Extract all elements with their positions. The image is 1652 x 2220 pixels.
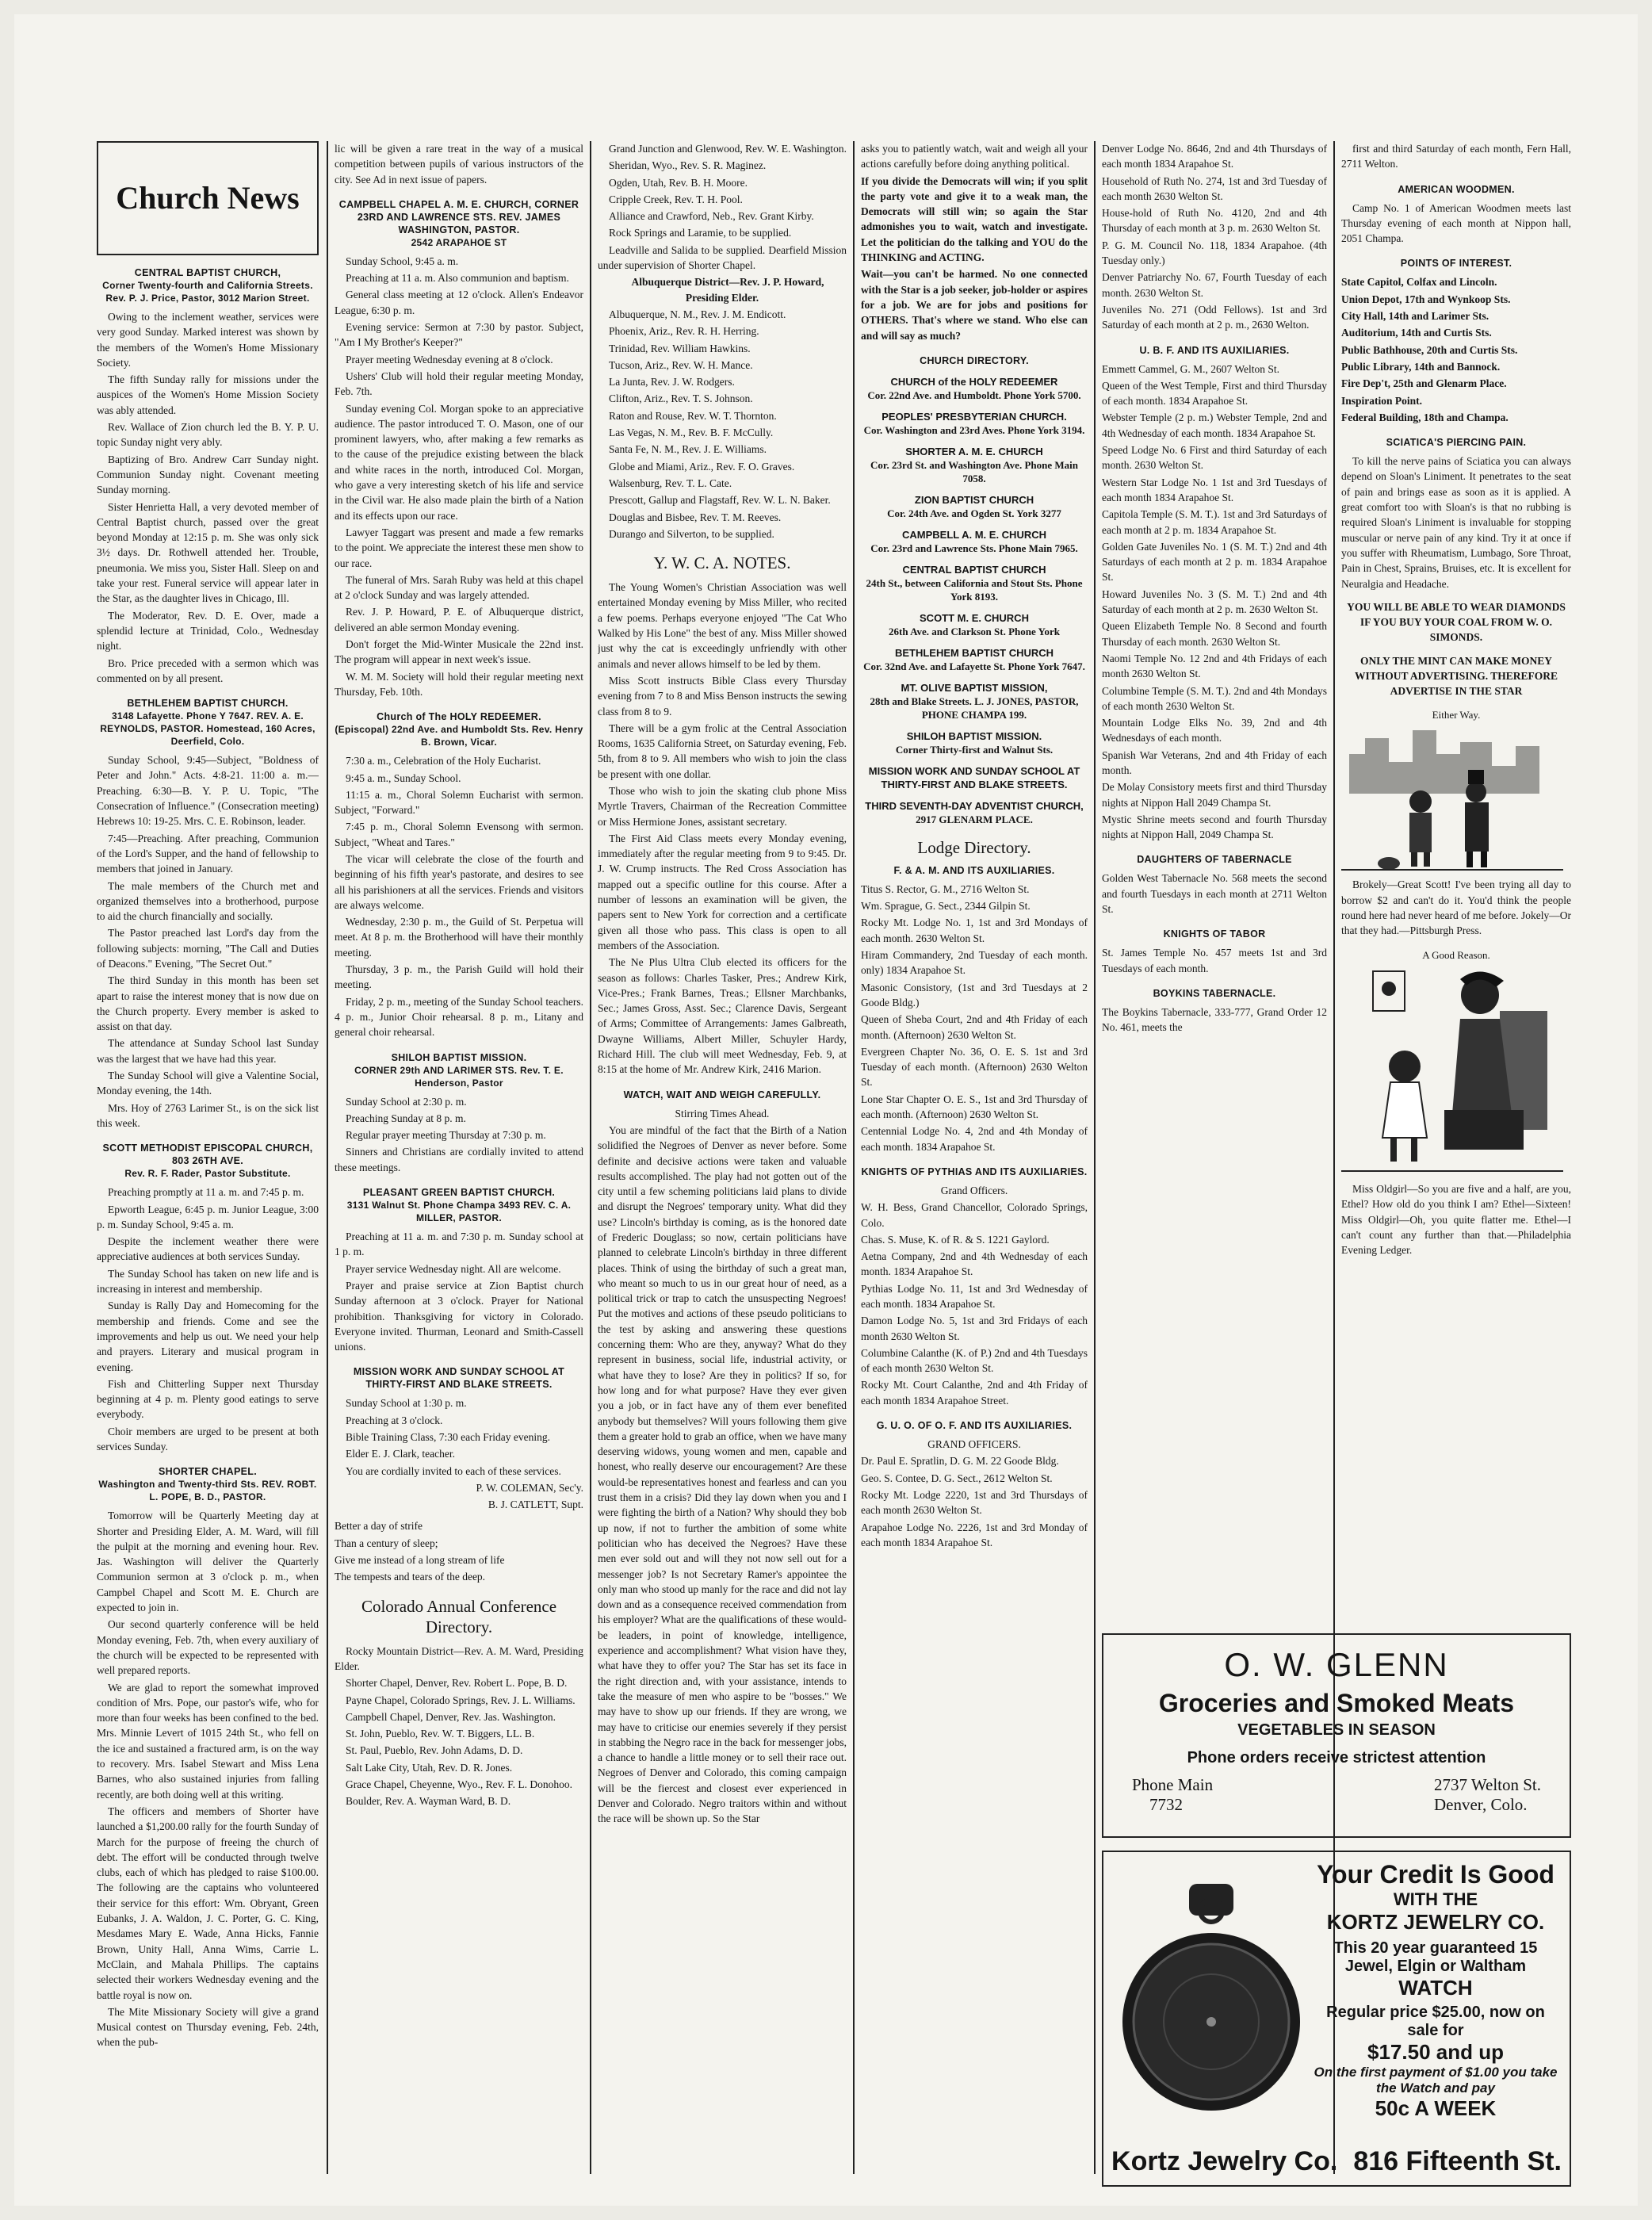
paragraph: Friday, 2 p. m., meeting of the Sunday School teachers. 4 p. m., Junior Choir rehearsal. 8 p. m., Litany and general choir rehearsal. — [335, 995, 583, 1039]
lodge-entry: Dr. Paul E. Spratlin, D. G. M. 22 Goode Bldg. — [861, 1455, 1059, 1468]
directory-address: 28th and Blake Streets. L. J. JONES, PASTOR, PHONE CHAMPA 199. — [870, 695, 1079, 721]
paragraph: The funeral of Mrs. Sarah Ruby was held at this chapel at 2 o'clock Sunday and was largely attended. — [335, 573, 583, 602]
ad-line: Your Credit Is Good — [1317, 1860, 1554, 1889]
heading: F. & A. M. AND ITS AUXILIARIES. — [893, 864, 1055, 876]
paragraph: The fifth Sunday rally for missions under the auspices of the Women's Home Mission Society was ably attended. — [97, 373, 319, 416]
paragraph: The officers and members of Shorter have launched a $1,200.00 rally for the fourth Sunday of March for the purpose of freeing the church of debt. The effort will be conducted through twelve clubs, each of which has pledged to raise $100.00. The following are the captains who volunteered their service for this effort: Wm. Obryant, Green Eubanks, J. A. Waldon, J. C. Porter, G. C. King, Mesdames Mary E. Wade, Anna Hicks, Fannie Brown, Unity Hall, Anna Wims, Carrie L. McClain, and Mahala Phillips. The captains selected their workers Wednesday evening and the battle royal is now on. — [97, 1805, 319, 2001]
paragraph: Clifton, Ariz., Rev. T. S. Johnson. — [609, 392, 753, 405]
lodge-entry: Columbine Calanthe (K. of P.) 2nd and 4th Tuesdays of each month 2630 Welton St. — [861, 1346, 1088, 1375]
lodge-entry: Geo. S. Contee, D. G. Sect., 2612 Welton St. — [861, 1472, 1053, 1484]
heading — [335, 1365, 583, 1391]
heading-text: Church of The HOLY REDEEMER. — [377, 711, 541, 723]
paragraph: Preaching promptly at 11 a. m. and 7:45 p. m. — [108, 1186, 304, 1199]
ad-line: WATCH — [1398, 1976, 1473, 2000]
paragraph: Sheridan, Wyo., Rev. S. R. Maginez. — [609, 159, 767, 172]
directory-name: BETHLEHEM BAPTIST CHURCH — [894, 646, 1054, 659]
heading: AMERICAN WOODMEN. — [1398, 183, 1515, 195]
paragraph: The Sunday School has taken on new life and is increasing in interest and membership. — [97, 1267, 319, 1296]
directory-address: Cor. 24th Ave. and Ogden St. York 3277 — [887, 507, 1061, 519]
lodge-entry: Denver Lodge No. 8646, 2nd and 4th Thursdays of each month 1834 Arapahoe St. — [1102, 143, 1327, 170]
lodge-entry: Queen Elizabeth Temple No. 8 Second and fourth Thursday of each month. 2630 Welton St. — [1102, 620, 1327, 648]
paragraph: Owing to the inclement weather, services were very good Sunday. Marked interest was shown by the members of the Women's Home Missionary Society. — [97, 311, 319, 369]
lodge-entry: De Molay Consistory meets first and third Thursday nights at Nippon Hall 2049 Champa St. — [1102, 781, 1327, 809]
lodge-entry: Rocky Mt. Lodge 2220, 1st and 3rd Thursdays of each month 2630 Welton St. — [861, 1488, 1088, 1517]
points-of-interest-list — [1341, 274, 1571, 425]
lodge-entry: Mystic Shrine meets second and fourth Thursday nights at Nippon Hall, 2049 Champa St. — [1102, 813, 1327, 841]
directory-address: 26th Ave. and Clarkson St. Phone York — [889, 625, 1060, 637]
lodge-entry: Rocky Mt. Court Calanthe, 2nd and 4th Friday of each month 1834 Arapahoe Street. — [861, 1379, 1088, 1407]
directory-address: Cor. 32nd Ave. and Lafayette St. Phone York 7647. — [863, 660, 1085, 672]
directory-address: 2917 GLENARM PLACE. — [916, 813, 1033, 825]
paragraph: Those who wish to join the skating club phone Miss Myrtle Travers, Chairman of the Recreation Committee or Miss Hermione Jones, assistant secretary. — [598, 784, 847, 828]
heading — [335, 1051, 583, 1089]
heading: DAUGHTERS OF TABERNACLE — [1137, 854, 1292, 866]
lodge-entry: Wm. Sprague, G. Sect., 2344 Gilpin St. — [861, 900, 1031, 913]
phone-number: 7732 — [1149, 1795, 1183, 1814]
paragraph: Despite the inclement weather there were appreciative audiences at both services Sunday. — [97, 1235, 319, 1263]
poem-line: Give me instead of a long stream of life — [335, 1554, 505, 1567]
lodge-entry: Damon Lodge No. 5, 1st and 3rd Fridays of each month 2630 Welton St. — [861, 1315, 1088, 1342]
coal-notice: YOU WILL BE ABLE TO WEAR DIAMONDS IF YOU BUY YOUR COAL FROM W. O. SIMONDS. — [1347, 600, 1566, 644]
paragraph: Preaching Sunday at 8 p. m. — [346, 1112, 466, 1124]
section-title-box — [97, 141, 319, 255]
address-line: 2737 Welton St. — [1433, 1775, 1541, 1794]
lodge-entry: Emmett Cammel, G. M., 2607 Welton St. — [1102, 362, 1280, 375]
paragraph: Grand Junction and Glenwood, Rev. W. E. Washington. — [609, 143, 847, 155]
heading: KNIGHTS OF PYTHIAS AND ITS AUXILIARIES. — [861, 1166, 1088, 1177]
directory-name: THIRD SEVENTH-DAY ADVENTIST CHURCH, — [865, 799, 1084, 812]
lodge-entry: Queen of the West Temple, First and third Thursday of each month. 1834 Arapahoe St. — [1102, 379, 1327, 408]
paragraph: 7:45—Preaching. After preaching, Communion of the Lord's Supper, and the hand of fellowship to members that joined in January. — [97, 832, 319, 875]
subheading: Rev. R. F. Rader, Pastor Substitute. — [124, 1168, 291, 1180]
directory-name: CAMPBELL A. M. E. CHURCH — [902, 528, 1046, 541]
paragraph: La Junta, Rev. J. W. Rodgers. — [609, 376, 735, 388]
lodge-entry: Capitola Temple (S. M. T.). 1st and 3rd Saturdays of each month at 2 p. m. 1834 Arapahoe St. — [1102, 508, 1327, 536]
heading: G. U. O. OF O. F. AND ITS AUXILIARIES. — [876, 1420, 1073, 1432]
subheading: (Episcopal) 22nd Ave. and Humboldt Sts. Rev. Henry B. Brown, Vicar. — [335, 724, 583, 748]
directory-address: Cor. 22nd Ave. and Humboldt. Phone York 5700. — [867, 388, 1081, 401]
paragraph: 11:15 a. m., Choral Solemn Eucharist with sermon. Subject, "Forward." — [335, 788, 583, 817]
paragraph: Alliance and Crawford, Neb., Rev. Grant Kirby. — [609, 210, 814, 223]
heading-text: SCOTT METHODIST EPISCOPAL CHURCH, 803 26TH AVE. — [102, 1143, 313, 1167]
poem-line: Better a day of strife — [335, 1520, 423, 1533]
lodge-entry: Juveniles No. 271 (Odd Fellows). 1st and 3rd Saturday of each month at 2 p. m., 2630 Welton. — [1102, 303, 1327, 331]
ywca-heading: Y. W. C. A. NOTES. — [653, 553, 791, 573]
cartoon-either-way-illustration — [1341, 722, 1563, 873]
lodge-entry: Western Star Lodge No. 1 1st and 3rd Tuesdays of each month 1834 Arapahoe St. — [1102, 476, 1327, 503]
ad-name: O. W. GLENN — [1224, 1646, 1449, 1683]
paragraph: Miss Scott instructs Bible Class every Thursday evening from 7 to 8 and Miss Benson instructs the sewing class from 8 to 9. — [598, 674, 847, 718]
list-item: State Capitol, Colfax and Lincoln. — [1341, 276, 1497, 289]
lodge-directory-heading: Lodge Directory. — [917, 837, 1031, 857]
ad-company-name: Kortz Jewelry Co. — [1111, 2146, 1338, 2176]
paragraph: Phoenix, Ariz., Rev. R. H. Herring. — [609, 325, 759, 338]
lodge-entry: W. H. Bess, Grand Chancellor, Colorado Springs, Colo. — [861, 1201, 1088, 1229]
cartoon-good-reason-illustration — [1341, 963, 1563, 1177]
paragraph: We are glad to report the somewhat improved condition of Mrs. Pope, our pastor's wife, who for more than four weeks has been confined to the bed. Mrs. Minnie Levert of 1015 24th St., who fell on the ice and sustained a fractured arm, is on the way to recovery. Mrs. Isabel Stewart and Miss Lena Barnes, who also sustained injuries from falling recently, are both doing well at this writing. — [97, 1681, 319, 1801]
paragraph: The third Sunday in this month has been set apart to raise the interest money that is now due on the Church property. Every member is asked to assist on that day. — [97, 974, 319, 1033]
conference-heading: Colorado Annual Conference Directory. — [361, 1596, 557, 1636]
lodge-entry: Household of Ruth No. 274, 1st and 3rd Tuesday of each month 2630 Welton St. — [1102, 174, 1327, 202]
heading — [598, 1089, 847, 1101]
paragraph: Sunday School at 1:30 p. m. — [346, 1397, 467, 1410]
heading: U. B. F. AND ITS AUXILIARIES. — [1139, 344, 1290, 356]
paragraph: Raton and Rouse, Rev. W. T. Thornton. — [609, 409, 777, 422]
heading — [97, 266, 319, 304]
ad-line: KORTZ JEWELRY CO. — [1326, 1910, 1545, 1934]
paragraph: If you divide the Democrats will win; if you split the party vote and give it to a weak man, the Democrats will still win; so again the Star admonishes you to wait, watch and investigate. Let the politician do the talking and YOU do the THINKING and ACTING. — [861, 174, 1088, 264]
ad-line: On the first payment of $1.00 you take the Watch and pay — [1314, 2065, 1558, 2096]
kortz-jewelry-ad — [1102, 1851, 1571, 2187]
paragraph: St. Paul, Pueblo, Rev. John Adams, D. D. — [346, 1744, 523, 1757]
paragraph: Fish and Chitterling Supper next Thursday beginning at 4 p. m. Plenty good eatings to serve everybody. — [97, 1377, 319, 1421]
paragraph: Douglas and Bisbee, Rev. T. M. Reeves. — [609, 511, 782, 523]
column-rule — [590, 141, 591, 2174]
subheading: 2542 ARAPAHOE ST — [411, 236, 507, 248]
paragraph: Wednesday, 2:30 p. m., the Guild of St. Perpetua will meet. At 8 p. m. the Brotherhood will have their monthly meeting. — [335, 916, 583, 959]
paragraph: To kill the nerve pains of Sciatica you can always depend on Sloan's Liniment. It penetrates to the seat of pain and brings ease as soon as it is applied. A great comfort too with Sloan's is that no rubbing is required Sloan's Liniment is invaluable for stopping muscular or nerve pain of any kind. Try it at once if you suffer with Rheumatism, Lumbago, Sore Throat, Pain in Chest, Sprains, Bruises, etc. It is excellent for Neuralgia and Headache. — [1341, 455, 1571, 590]
column-rule — [853, 141, 855, 2174]
paragraph: 9:45 a. m., Sunday School. — [346, 771, 461, 784]
address-line: Denver, Colo. — [1433, 1795, 1528, 1814]
section-title: Church News — [116, 180, 300, 216]
heading-text: MISSION WORK AND SUNDAY SCHOOL AT THIRTY-FIRST AND BLAKE STREETS. — [353, 1366, 565, 1391]
paragraph: The Mite Missionary Society will give a grand Musical contest on Thursday evening, Feb. 24th, when the pub- — [97, 2005, 319, 2049]
lodge-entry: Queen of Sheba Court, 2nd and 4th Friday of each month. (Afternoon) 2630 Welton St. — [861, 1013, 1088, 1041]
lodge-entry: Aetna Company, 2nd and 4th Wednesday of each month. 1834 Arapahoe St. — [861, 1250, 1088, 1278]
paragraph: Ushers' Club will hold their regular meeting Monday, Feb. 7th. — [335, 369, 583, 398]
paragraph: Sinners and Christians are cordially invited to attend these meetings. — [335, 1146, 583, 1173]
paragraph: Walsenburg, Rev. T. L. Cate. — [609, 477, 732, 489]
lodge-entry: The Boykins Tabernacle, 333-777, Grand Order 12 No. 461, meets the — [1102, 1005, 1327, 1034]
paragraph: You are mindful of the fact that the Birth of a Nation solidified the Negroes of Denver as never before. Some definite and decisive actions were taken and valuable results accomplished. The play had not gotten out of the city until a few scheming politicians laid plans to divide and disrupt the Negroes' temporary unity. What did they use? Lincoln's birthday is coming, as is the honored date of Frederic Douglass; so now, certain politicians have planned to celebrate Lincoln's birthday in three different places. Think of using the birthday of such a great man, who meant so much to us in our great hour of need, as a political trick or trap to catch the unsuspecting Negroes! Put the motives and actions of these pseudo politicians to the test by asking and answering these questions concerning them: Who are they, anyway? What do they represent in business, social life, industrial activity, or what have they to lose? Are they in politics? If so, for how long and for what purpose? Have they ever given you a job, or in fact have any of them ever benefited anybody but themselves? Will yours following them give them a greater hold to grab an office, when we have many deserving widows, young women and men, capable and honest, who really deserve our encouragement? Are these would-be representatives honest and fearless and can you trust them in a crisis? Did they lay down when you and I were fighting the birth of a Nation? Why should they bob up now, if not to further the ambition of some white politician who has deceived the Negroes? Have these men ever sold out and will they not now sell out for a messenger job? Is not Secretary Ramer's appointee the only man who stood up manly for the race and did not lay down and as a consequence received commendation from his employer? What are the qualifications of these would-be leaders, in point of knowledge, intelligence, experience and accomplishment? What vision have they, what have they to offer you? The Star has set its face in the right direction and, with your assistance, intends to take the measure of men who aspire to be "bosses." We may have to show up our friends. If they are wrong, we may have to criticise our enemies severely if they persist in stabbing the Negro race in the back for messenger jobs, a chance to handle a little money or to sell their race out. Negroes of Denver and Colorado, this coming campaign will be the fiercest and closest ever experienced in Denver and Colorado. Negro traitors within and without the race will be shown up. So the Star — [598, 1123, 847, 1825]
paragraph: You are cordially invited to each of these services. — [346, 1464, 561, 1477]
subheading: Grand Officers. — [940, 1184, 1008, 1196]
cartoon-title: A Good Reason. — [1422, 949, 1490, 962]
ad-line: Phone orders receive strictest attention — [1187, 1749, 1486, 1766]
lodge-entry: Arapahoe Lodge No. 2226, 1st and 3rd Monday of each month 1834 Arapahoe St. — [861, 1521, 1088, 1548]
heading — [97, 1142, 319, 1180]
heading-text: PLEASANT GREEN BAPTIST CHURCH. — [362, 1187, 556, 1199]
list-item: Union Depot, 17th and Wynkoop Sts. — [1341, 293, 1511, 305]
paragraph: The attendance at Sunday School last Sunday was the largest that we have had this year. — [97, 1037, 319, 1065]
directory-name: CHURCH of the HOLY REDEEMER — [890, 375, 1058, 388]
heading — [335, 198, 583, 249]
paragraph: Evening service: Sermon at 7:30 by pastor. Subject, "Am I My Brother's Keeper?" — [335, 321, 583, 349]
paragraph: Grace Chapel, Cheyenne, Wyo., Rev. F. L. Donohoo. — [346, 1778, 573, 1791]
heading — [97, 697, 319, 748]
subheading: GRAND OFFICERS. — [927, 1438, 1021, 1451]
lodge-entry: Speed Lodge No. 6 First and third Saturday of each month. 2630 Welton St. — [1102, 444, 1327, 472]
subheading: CORNER 29th AND LARIMER STS. Rev. T. E. Henderson, Pastor — [354, 1064, 564, 1089]
paragraph: Ogden, Utah, Rev. B. H. Moore. — [609, 176, 748, 189]
paragraph: Las Vegas, N. M., Rev. B. F. McCully. — [609, 427, 774, 439]
paragraph: The male members of the Church met and organized themselves into a brotherhood, purpose to aid the church financially and socially. — [97, 879, 319, 923]
directory-name: CENTRAL BAPTIST CHURCH — [902, 563, 1046, 576]
paragraph: Bible Training Class, 7:30 each Friday evening. — [346, 1431, 550, 1443]
directory-address: 24th St., between California and Stout Sts. Phone York 8193. — [866, 576, 1083, 603]
paragraph: Tucson, Ariz., Rev. W. H. Mance. — [609, 358, 753, 371]
lodge-entry: House-hold of Ruth No. 4120, 2nd and 4th Thursday of each month at 3 p. m. 2630 Welton St. — [1102, 207, 1327, 235]
directory-address: Corner Thirty-first and Walnut Sts. — [895, 743, 1054, 756]
lodge-entry: Spanish War Veterans, 2nd and 4th Friday of each month. — [1102, 748, 1327, 776]
ad-line: VEGETABLES IN SEASON — [1237, 1721, 1436, 1739]
paragraph: Globe and Miami, Ariz., Rev. F. O. Graves. — [609, 460, 795, 473]
paragraph: Rev. Wallace of Zion church led the B. Y. P. U. topic Sunday night very ably. — [97, 421, 319, 449]
heading — [335, 1186, 583, 1224]
list-item: Federal Building, 18th and Champa. — [1341, 411, 1509, 423]
pocket-watch-icon — [1116, 1879, 1306, 2133]
subheading: Corner Twenty-fourth and California Streets. Rev. P. J. Price, Pastor, 3012 Marion Street. — [102, 280, 313, 304]
paragraph: Salt Lake City, Utah, Rev. D. R. Jones. — [346, 1761, 513, 1774]
list-item: City Hall, 14th and Larimer Sts. — [1341, 310, 1489, 323]
column-1 — [97, 141, 319, 2174]
paragraph: The Sunday School will give a Valentine Social, Monday evening, the 14th. — [97, 1070, 319, 1097]
directory-name: MISSION WORK AND SUNDAY SCHOOL AT THIRTY-FIRST AND BLAKE STREETS. — [868, 764, 1080, 790]
heading — [97, 1465, 319, 1503]
paragraph: Sister Henrietta Hall, a very devoted member of Central Baptist church, passed over the great beyond Monday at 12:15 p. m. She was only sick 3½ days. Dr. Rothwell attended her. Trouble, pneumonia. We miss you, Sister Hall. Sleep on and take your rest. Funeral service will appear later in the Star, as the daughter lives in Chicago, Ill. — [97, 500, 319, 605]
paragraph: 7:45 p. m., Choral Solemn Evensong with sermon. Subject, "Wheat and Tares." — [335, 821, 583, 848]
paragraph: Campbell Chapel, Denver, Rev. Jas. Washington. — [346, 1710, 556, 1723]
heading-text: SHILOH BAPTIST MISSION. — [391, 1051, 527, 1063]
paragraph: Trinidad, Rev. William Hawkins. — [609, 342, 751, 354]
list-item: Auditorium, 14th and Curtis Sts. — [1341, 327, 1492, 339]
paragraph: Leadville and Salida to be supplied. Dearfield Mission under supervision of Shorter Chapel. — [598, 243, 847, 272]
paragraph: The Moderator, Rev. D. E. Over, made a splendid lecture at Trinidad, Colo., Wednesday night. — [97, 609, 319, 653]
paragraph: Elder E. J. Clark, teacher. — [346, 1448, 455, 1460]
paragraph: lic will be given a rare treat in the way of a musical competition between pupils of various instructors of the city. See Ad in next issue of papers. — [335, 143, 583, 186]
paragraph: Sunday evening Col. Morgan spoke to an appreciative audience. The pastor introduced T. O. Mason, one of our prominent lawyers, who, after making a few remarks as to the cause of the prejudice existing between the black and white races in the north, introduced Col. Morgan, who gave a very interesting sketch of his life and service in the Civil war. He also made plain the birth of a Nation and its effects upon our race. — [335, 402, 583, 522]
paragraph: General class meeting at 12 o'clock. Allen's Endeavor League, 6:30 p. m. — [335, 289, 583, 316]
column-rule — [1094, 141, 1096, 2174]
lodge-entry: P. G. M. Council No. 118, 1834 Arapahoe. (4th Tuesday only.) — [1102, 239, 1327, 267]
heading-text: BETHLEHEM BAPTIST CHURCH. — [127, 698, 289, 710]
heading: KNIGHTS OF TABOR — [1163, 928, 1266, 940]
lodge-entry: Evergreen Chapter No. 36, O. E. S. 1st and 3rd Tuesday of each month. (Afternoon) 2630 Welton St. — [861, 1045, 1088, 1089]
ad-address: 816 Fifteenth St. — [1353, 2146, 1562, 2176]
lodge-entry: Howard Juveniles No. 3 (S. M. T.) 2nd and 4th Saturday of each month at 2 p. m. 2630 Welton St. — [1102, 588, 1327, 616]
list-item: Public Bathhouse, 20th and Curtis Sts. — [1341, 343, 1518, 356]
lodge-entry: Golden Gate Juveniles No. 1 (S. M. T.) 2nd and 4th Saturdays of each month at 2 p. m. 1834 Arapahoe St. — [1102, 540, 1327, 584]
heading: BOYKINS TABERNACLE. — [1153, 987, 1276, 999]
column-3 — [598, 141, 847, 2174]
lodge-entry: Columbine Temple (S. M. T.). 2nd and 4th Mondays of each month 2630 Welton St. — [1102, 684, 1327, 712]
paragraph: Lawyer Taggart was present and made a few remarks to the point. We appreciate the interest these men show to our race. — [335, 526, 583, 569]
poem-line: Than a century of sleep; — [335, 1537, 438, 1549]
ad-price: $17.50 and up — [1367, 2040, 1504, 2064]
ad-line: WITH THE — [1393, 1889, 1478, 1909]
column-5 — [1102, 141, 1327, 1619]
paragraph: St. John, Pueblo, Rev. W. T. Biggers, LL. B. — [346, 1728, 535, 1740]
paragraph: Thursday, 3 p. m., the Parish Guild will hold their meeting. — [335, 963, 583, 991]
lodge-entry: Chas. S. Muse, K. of R. & S. 1221 Gaylord. — [861, 1233, 1050, 1246]
paragraph: Wait—you can't be harmed. No one connected with the Star is a job seeker, job-holder or aspires for a job. We are for jobs and positions for OTHERS. That's where we stand. Who else can and will say as much? — [861, 268, 1088, 342]
paragraph: Cripple Creek, Rev. T. H. Pool. — [609, 193, 743, 205]
lodge-entry: Golden West Tabernacle No. 568 meets the second and fourth Tuesdays in each month at 2711 Welton St. — [1102, 872, 1327, 916]
paragraph: 7:30 a. m., Celebration of the Holy Eucharist. — [346, 755, 541, 767]
column-4 — [861, 141, 1088, 2174]
paragraph: first and third Saturday of each month, Fern Hall, 2711 Welton. — [1341, 143, 1571, 170]
directory-name: SHORTER A. M. E. CHURCH — [905, 445, 1043, 457]
paragraph: Shorter Chapel, Denver, Rev. Robert L. Pope, B. D. — [346, 1677, 568, 1690]
paragraph: Tomorrow will be Quarterly Meeting day at Shorter and Presiding Elder, A. M. Ward, will fill the pulpit at the morning and evening hour. Rev. Jas. Washington will deliver the Quarterly Communion sermon at 3 o'clock p. m., when Campbel Chapel and Scott M. E. Church are expected to join in. — [97, 1510, 319, 1614]
list-item: Fire Dep't, 25th and Glenarm Place. — [1341, 377, 1507, 390]
column-2 — [335, 141, 583, 2174]
lodge-entry: St. James Temple No. 457 meets 1st and 3rd Tuesdays of each month. — [1102, 947, 1327, 974]
heading — [335, 710, 583, 748]
lodge-entry: Naomi Temple No. 12 2nd and 4th Fridays of each month 2630 Welton St. — [1102, 652, 1327, 680]
directory-address: Cor. 23rd and Lawrence Sts. Phone Main 7965. — [870, 542, 1078, 554]
paragraph: The First Aid Class meets every Monday evening, immediately after the regular meeting from 9 to 9:45. Dr. J. W. Crump instructs. The Red Cross Association has mapped out a specific outline for this course. After a number of lessons an examination will be given, the papers sent to New York for correction and a certificate given all those who pass. This class is open to all members of the Association. — [598, 832, 847, 951]
paragraph: The Young Women's Christian Association was well entertained Monday evening by Miss Miller, who recited a few poems. Perhaps everyone enjoyed "The Cat Who Walked by His Lone" the best of any. Miss Miller showed just why the cat is exceedingly unfriendly with other animals and never allows himself to be led by them. — [598, 581, 847, 670]
ad-line: 50c A WEEK — [1375, 2096, 1497, 2120]
directory-name: MT. OLIVE BAPTIST MISSION, — [901, 681, 1048, 694]
heading-text: CAMPBELL CHAPEL A. M. E. CHURCH, CORNER 23RD AND LAWRENCE STS. REV. JAMES WASHINGTON, PASTOR. — [338, 198, 579, 235]
heading: POINTS OF INTEREST. — [1400, 258, 1512, 270]
subheading: 3148 Lafayette. Phone Y 7647. REV. A. E. REYNOLDS, PASTOR. Homestead, 160 Acres, Deerfield, Colo. — [100, 710, 315, 748]
heading: SCIATICA'S PIERCING PAIN. — [1386, 437, 1527, 449]
paragraph: Preaching at 11 a. m. and 7:30 p. m. Sunday school at 1 p. m. — [335, 1231, 583, 1258]
signature: P. W. COLEMAN, Sec'y. — [476, 1481, 583, 1494]
ad-line: Regular price $25.00, now on sale for — [1326, 2004, 1545, 2039]
paragraph: Rocky Mountain District—Rev. A. M. Ward, Presiding Elder. — [335, 1644, 583, 1672]
paragraph: Don't forget the Mid-Winter Musicale the 22nd inst. The program will appear in next week's issue. — [335, 638, 583, 666]
paragraph: Mrs. Hoy of 2763 Larimer St., is on the sick list this week. — [97, 1101, 319, 1129]
lodge-entry: Lone Star Chapter O. E. S., 1st and 3rd Thursday of each month. (Afternoon) 2630 Welton St. — [861, 1093, 1088, 1121]
poem-line: The tempests and tears of the deep. — [335, 1571, 486, 1583]
paragraph: asks you to patiently watch, wait and weigh all your actions carefully before doing anything political. — [861, 143, 1088, 170]
paragraph: Camp No. 1 of American Woodmen meets last Thursday evening of each month at Nippon hall, 2051 Champa. — [1341, 201, 1571, 245]
paragraph: Epworth League, 6:45 p. m. Junior League, 3:00 p. m. Sunday School, 9:45 a. m. — [97, 1203, 319, 1231]
cartoon-caption: Miss Oldgirl—So you are five and a half, are you, Ethel? How old do you think I am? Ethel—Sixteen! Miss Oldgirl—Oh, you quite flatter me. Ethel—I can't count any further than that.—Philadelphia Evening Ledger. — [1341, 1182, 1571, 1257]
paragraph: The Pastor preached last Lord's day from the following subjects: morning, "The Call and Duties of Deacons." Evening, "The Secret Out." — [97, 927, 319, 970]
paragraph: Our second quarterly conference will be held Monday evening, Feb. 7th, when every auxiliary of the church will be expected to be represented with well prepared reports. — [97, 1618, 319, 1677]
paragraph: Preaching at 11 a. m. Also communion and baptism. — [346, 272, 569, 285]
heading-text: CENTRAL BAPTIST CHURCH, — [134, 267, 281, 278]
paragraph: Prescott, Gallup and Flagstaff, Rev. W. L. N. Baker. — [609, 494, 831, 507]
subheading: Washington and Twenty-third Sts. REV. ROBT. L. POPE, B. D., PASTOR. — [98, 1479, 317, 1503]
paragraph: Durango and Silverton, to be supplied. — [609, 527, 774, 540]
paragraph: Prayer and praise service at Zion Baptist church Sunday afternoon at 3 o'clock. Prayer for National prohibition. Thanksgiving for victory in Colorado. Everyone invited. Thurman, Leonard and Smith-Cassell unions. — [335, 1279, 583, 1353]
paragraph: Baptizing of Bro. Andrew Carr Sunday night. Communion Sunday night. Covenant meeting Sunday morning. — [97, 453, 319, 496]
paragraph: Payne Chapel, Colorado Springs, Rev. J. L. Williams. — [346, 1694, 576, 1706]
paragraph: Sunday is Rally Day and Homecoming for the membership and friends. Come and see the improvements and help us out. We need your help and prayers. Literary and musical program in evening. — [97, 1299, 319, 1373]
paragraph: Boulder, Rev. A. Wayman Ward, B. D. — [346, 1795, 511, 1808]
subheading: 3131 Walnut St. Phone Champa 3493 REV. C. A. MILLER, PASTOR. — [346, 1200, 572, 1224]
paragraph: Santa Fe, N. M., Rev. J. E. Williams. — [609, 443, 767, 456]
glenn-grocery-ad — [1102, 1633, 1571, 1838]
lodge-entry: Webster Temple (2 p. m.) Webster Temple, 2nd and 4th Wednesday of each month. 1834 Arapahoe St. — [1102, 411, 1327, 439]
lodge-entry: Hiram Commandery, 2nd Tuesday of each month. only) 1834 Arapahoe St. — [861, 949, 1088, 977]
lodge-entry: Denver Patriarchy No. 67, Fourth Tuesday of each month. 2630 Welton St. — [1102, 271, 1327, 299]
paragraph: Sunday School at 2:30 p. m. — [346, 1095, 467, 1108]
lodge-entry: Pythias Lodge No. 11, 1st and 3rd Wednesday of each month. 1834 Arapahoe St. — [861, 1282, 1088, 1310]
paragraph: Bro. Price preceded with a sermon which was commented on by all present. — [97, 656, 319, 684]
directory-name: SHILOH BAPTIST MISSION. — [906, 729, 1042, 742]
directory-name: ZION BAPTIST CHURCH — [914, 493, 1034, 506]
paragraph: Sunday School, 9:45—Subject, "Boldness of Peter and John." Acts. 4:8-21. 11:00 a. m.—Preaching. 6:30—B. Y. P. U. Topic, "The Consecration of Influence." (Consecration meeting) Hebrews 10: 19-25. Mrs. C. E. Robinson, leader. — [97, 754, 319, 828]
heading-text: SHORTER CHAPEL. — [159, 1466, 257, 1478]
advertise-notice: ONLY THE MINT CAN MAKE MONEY WITHOUT ADVERTISING. THEREFORE ADVERTISE IN THE STAR — [1355, 654, 1558, 698]
paragraph: There will be a gym frolic at the Central Association Rooms, 1635 California Street, on Saturday evening, Feb. 5th, from 8 to 9. All members who wish to join the class be present with one dollar. — [598, 722, 847, 780]
lodge-entry: Masonic Consistory, (1st and 3rd Tuesdays at 2 Goode Bldg.) — [861, 981, 1088, 1009]
subheading: Stirring Times Ahead. — [675, 1107, 770, 1120]
heading-text: WATCH, WAIT AND WEIGH CAREFULLY. — [623, 1089, 821, 1100]
ad-line: This 20 year guaranteed 15 Jewel, Elgin or Waltham — [1333, 1939, 1538, 1975]
paragraph: Choir members are urged to be present at both services Sunday. — [97, 1425, 319, 1453]
cartoon-title: Either Way. — [1432, 708, 1481, 721]
list-item: Inspiration Point. — [1341, 394, 1423, 407]
paragraph: Prayer service Wednesday night. All are welcome. — [346, 1262, 561, 1275]
paragraph: W. M. M. Society will hold their regular meeting next Thursday, Feb. 10th. — [335, 670, 583, 698]
paragraph: Albuquerque, N. M., Rev. J. M. Endicott. — [609, 308, 786, 320]
list-item: Public Library, 14th and Bannock. — [1341, 360, 1501, 373]
ad-line: Groceries and Smoked Meats — [1158, 1689, 1515, 1717]
signature: B. J. CATLETT, Supt. — [488, 1498, 583, 1511]
directory-name: SCOTT M. E. CHURCH — [920, 611, 1029, 624]
paragraph: Rock Springs and Laramie, to be supplied. — [609, 227, 792, 239]
newspaper-page — [14, 14, 1638, 2206]
paragraph: Prayer meeting Wednesday evening at 8 o'clock. — [346, 353, 553, 366]
lodge-entry: Centennial Lodge No. 4, 2nd and 4th Monday of each month. 1834 Arapahoe St. — [861, 1125, 1088, 1153]
column-rule — [327, 141, 328, 2174]
directory-address: Cor. 23rd St. and Washington Ave. Phone Main 7058. — [870, 458, 1078, 484]
paragraph: The Ne Plus Ultra Club elected its officers for the season as follows: Charles Tasker, Pres.; Andrew Kirk, Vice-Pres.; Frank Barnes, Treas.; Ellsner Marchbanks, Sec.; James Gross, Asst. Sec.; Clarence Davis, Sergeant of Arms; Committee of Arrangements: James Galbreath, Dwayne Williams, Albert Miller, Schuyler Hardy, Richard Hill. The club will meet Wednesday, Feb. 9, at 8:15 at the home of Mr. Andrew Kirk, 2416 Marion. — [598, 956, 847, 1076]
phone-label: Phone Main — [1132, 1775, 1214, 1794]
column-6 — [1341, 141, 1571, 1619]
church-directory-heading: CHURCH DIRECTORY. — [920, 354, 1029, 366]
paragraph: Albuquerque District—Rev. J. P. Howard, Presiding Elder. — [631, 276, 824, 304]
cartoon-caption: Brokely—Great Scott! I've been trying all day to borrow $2 and can't do it. You'd think the people round here had never heard of me before. Jokely—Or that they had.—Pittsburgh Press. — [1341, 878, 1571, 937]
directory-address: Cor. Washington and 23rd Aves. Phone York 3194. — [863, 423, 1085, 436]
paragraph: The vicar will celebrate the close of the fourth and beginning of his fifth year's pastorate, and desires to see all his parishioners at all the services. Friends and visitors are always welcome. — [335, 852, 583, 911]
lodge-entry: Rocky Mt. Lodge No. 1, 1st and 3rd Mondays of each month. 2630 Welton St. — [861, 917, 1088, 944]
paragraph: Regular prayer meeting Thursday at 7:30 p. m. — [346, 1129, 546, 1142]
paragraph: Preaching at 3 o'clock. — [346, 1414, 443, 1426]
directory-name: PEOPLES' PRESBYTERIAN CHURCH. — [881, 410, 1067, 423]
lodge-entry: Mountain Lodge Elks No. 39, 2nd and 4th Wednesdays of each month. — [1102, 717, 1327, 744]
lodge-entry: Titus S. Rector, G. M., 2716 Welton St. — [861, 882, 1030, 895]
paragraph: Rev. J. P. Howard, P. E. of Albuquerque district, delivered an able sermon Monday evening. — [335, 606, 583, 633]
paragraph: Sunday School, 9:45 a. m. — [346, 255, 459, 267]
